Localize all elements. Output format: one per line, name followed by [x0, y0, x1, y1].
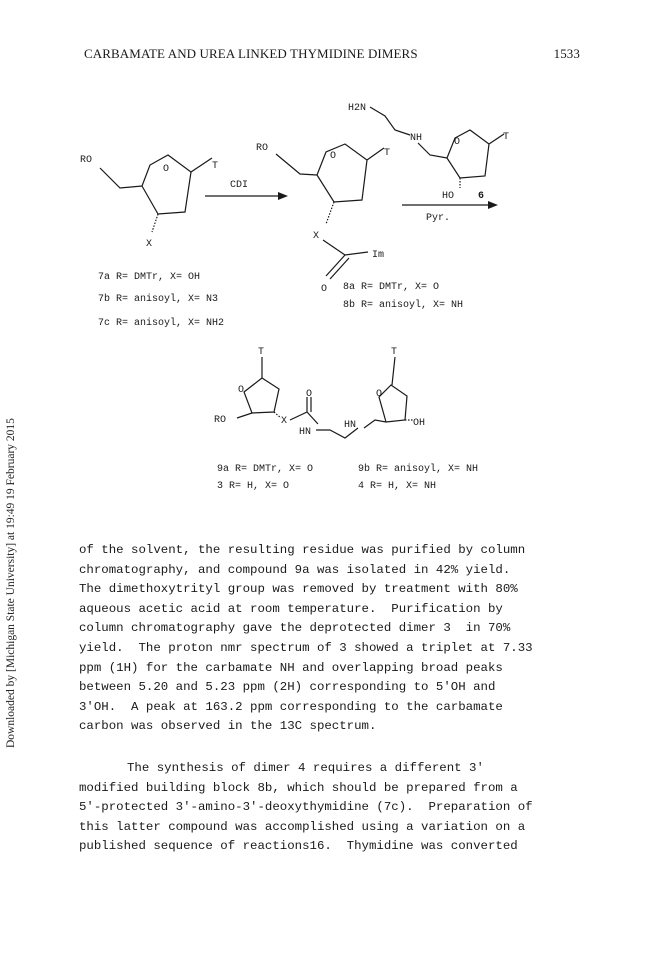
label-im-8: Im [372, 250, 385, 261]
download-watermark: Downloaded by [Michigan State University] at 19:49 19 February 2015 [5, 418, 17, 748]
legend-9a: 9a R= DMTr, X= O [217, 464, 314, 475]
structure-7 [80, 155, 218, 250]
label-x-7: X [146, 239, 153, 250]
paragraph1-line: between 5.20 and 5.23 ppm (2H) corresponding to 5'OH and [79, 680, 496, 695]
reagent-cdi: CDI [230, 180, 249, 191]
label-t-8: T [384, 148, 391, 159]
label-t-9-left: T [258, 347, 265, 358]
structure-6 [348, 103, 509, 202]
paragraph1-line: carbon was observed in the 13C spectrum. [79, 719, 377, 734]
legend-8b: 8b R= anisoyl, X= NH [343, 300, 464, 311]
legend-7a: 7a R= DMTr, X= OH [98, 272, 201, 283]
paragraph1-line: column chromatography gave the deprotected dimer 3 in 70% [79, 621, 511, 636]
page-number: 1533 [553, 46, 580, 61]
label-hn-9-right: HN [344, 420, 357, 431]
label-nh-6: NH [410, 133, 423, 144]
label-o-7: O [163, 164, 170, 175]
paragraph1-line: yield. The proton nmr spectrum of 3 showed a triplet at 7.33 [79, 640, 533, 655]
legend-8a: 8a R= DMTr, X= O [343, 282, 440, 293]
paragraph2-line: 5'-protected 3'-amino-3'-deoxythymidine (7c). Preparation of [79, 800, 533, 815]
paragraph2-line: modified building block 8b, which should be prepared from a [79, 780, 518, 795]
label-ro-8: RO [256, 143, 269, 154]
label-h2n-6: H2N [348, 103, 367, 114]
paragraph2-line: this latter compound was accomplished using a variation on a [79, 819, 526, 834]
label-t-7: T [212, 161, 219, 172]
label-ro-9: RO [214, 415, 227, 426]
structure-9 [214, 347, 425, 438]
paragraph2-line: published sequence of reactions16. Thymidine was converted [79, 839, 518, 854]
paragraph1-line: ppm (1H) for the carbamate NH and overlapping broad peaks [79, 660, 503, 675]
label-t-6: T [503, 132, 510, 143]
label-hn-9-left: HN [299, 427, 312, 438]
label-x-9: X [281, 416, 288, 427]
paragraph1-line: The dimethoxytrityl group was removed by treatment with 80% [79, 582, 518, 597]
label-o-8: O [330, 151, 337, 162]
label-o-carbonyl-9: O [306, 389, 313, 400]
label-x-8: X [313, 231, 320, 242]
label-o-9-right: O [376, 389, 383, 400]
reagent-pyr: Pyr. [426, 213, 451, 224]
paragraph1-line: aqueous acetic acid at room temperature. Purification by [79, 601, 503, 616]
running-title: CARBAMATE AND UREA LINKED THYMIDINE DIMERS [84, 46, 418, 61]
paragraph1-line: of the solvent, the resulting residue was purified by column [79, 543, 526, 557]
legend-7 [98, 272, 224, 329]
legend-9 [217, 463, 478, 492]
label-ro-7: RO [80, 155, 93, 166]
paragraph1-line: chromatography, and compound 9a was isolated in 42% yield. [79, 562, 511, 577]
label-o-6: O [454, 137, 461, 148]
label-o-carbonyl-8: O [321, 284, 328, 295]
paragraph2-line: The synthesis of dimer 4 requires a different 3' [127, 760, 484, 775]
label-compound-6: 6 [478, 191, 485, 202]
label-o-9-left: O [238, 385, 245, 396]
label-ho-6: HO [442, 191, 455, 202]
legend-9b: 9b R= anisoyl, X= NH [358, 464, 479, 475]
legend-3: 3 R= H, X= O [217, 481, 290, 492]
paragraph1-line: 3'OH. A peak at 163.2 ppm corresponding to the carbamate [79, 699, 503, 714]
legend-8 [343, 282, 463, 311]
legend-7c: 7c R= anisoyl, X= NH2 [98, 318, 225, 329]
legend-7b: 7b R= anisoyl, X= N3 [98, 294, 219, 305]
body-text [79, 541, 589, 857]
legend-4: 4 R= H, X= NH [358, 481, 437, 492]
label-t-9-right: T [391, 347, 398, 358]
structure-8 [256, 143, 390, 295]
label-oh-9: OH [413, 418, 426, 429]
